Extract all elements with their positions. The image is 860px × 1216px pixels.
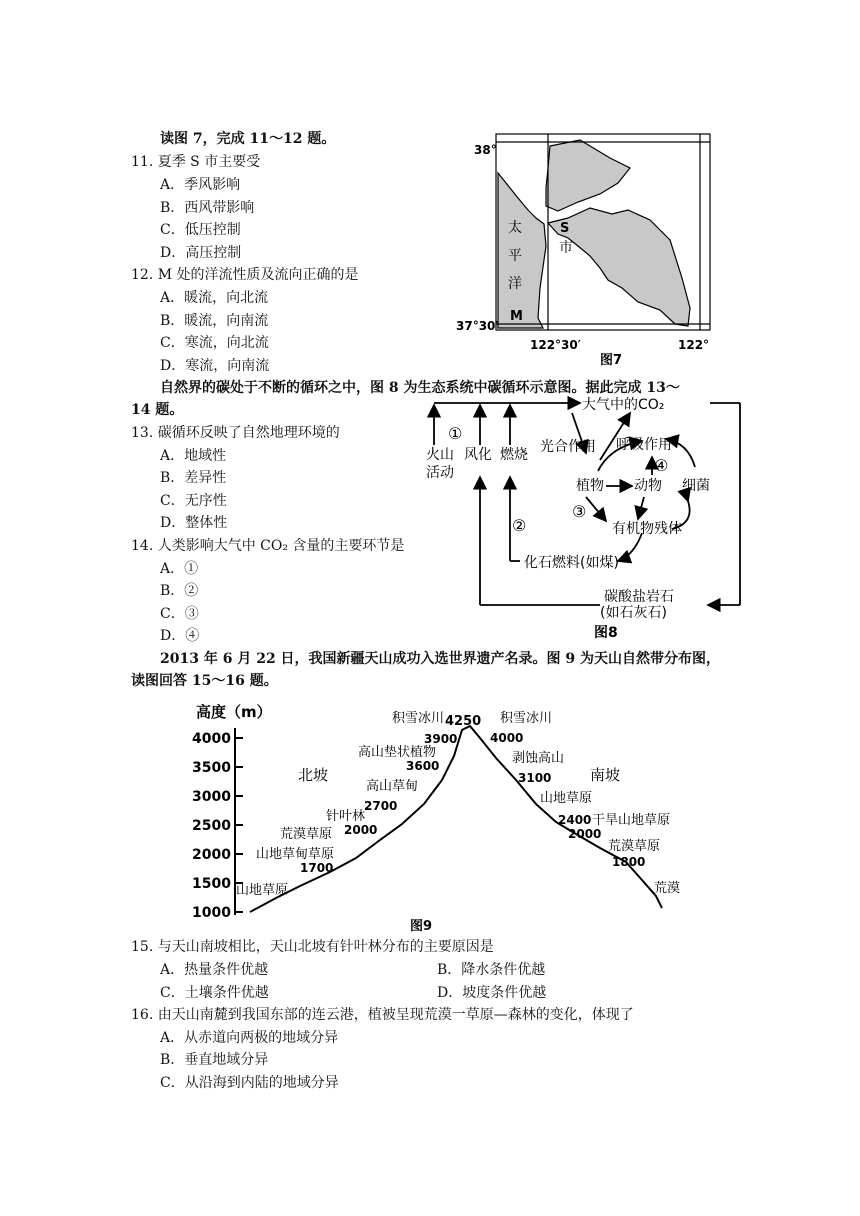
- q13-option-b[interactable]: B．差异性: [160, 470, 227, 486]
- q12-option-a[interactable]: A．暖流，向北流: [160, 290, 269, 306]
- fig9-s-mountain-steppe: 山地草原: [540, 791, 593, 806]
- q11-option-c[interactable]: C．低压控制: [160, 222, 241, 238]
- fig7-lon-left: 122°30′: [530, 338, 581, 352]
- fig9-n-mountain-steppe: 山地草原: [236, 883, 289, 898]
- fig9-ytick-3000: 3000: [192, 789, 231, 805]
- fig7-ocean-char-1: 太: [508, 220, 522, 236]
- q15-option-c[interactable]: C．土壤条件优越: [160, 985, 269, 1001]
- q16-stem: 16. 由天山南麓到我国东部的连云港，植被呈现荒漠一草原—森林的变化，体现了: [131, 1007, 634, 1023]
- fig8-limestone: (如石灰石): [600, 605, 667, 621]
- fig8-plants: 植物: [576, 478, 604, 494]
- q14-stem: 14. 人类影响大气中 CO₂ 含量的主要环节是: [131, 538, 405, 554]
- fig8-marker-1: ①: [448, 424, 463, 443]
- q14-option-b[interactable]: B．②: [160, 583, 199, 599]
- fig9-intro-line1: 2013 年 6 月 22 日，我国新疆天山成功入选世界遗产名录。图 9 为天山自然带分布图，: [160, 651, 721, 667]
- fig8-bacteria: 细菌: [682, 478, 710, 494]
- fig7-city-label: 市: [559, 240, 573, 256]
- fig8-marker-4: ④: [654, 456, 669, 475]
- q11-option-a[interactable]: A．季风影响: [160, 177, 241, 193]
- fig8-weathering: 风化: [464, 447, 492, 463]
- fig9-n-meadow-steppe: 山地草甸草原: [256, 847, 335, 862]
- fig9-n-cushion-plants: 高山垫状植物: [358, 745, 437, 760]
- fig9-n-conifer: 针叶林: [326, 809, 366, 824]
- fig9-ytick-3500: 3500: [192, 760, 231, 776]
- fig9-n-3900: 3900: [424, 732, 458, 746]
- q13-stem: 13. 碳循环反映了自然地理环境的: [131, 425, 340, 441]
- fig8-intro-line2: 14 题。: [131, 402, 184, 418]
- fig9-ytick-2000: 2000: [192, 847, 231, 863]
- fig9-s-desert-steppe: 荒漠草原: [608, 839, 661, 854]
- fig7-point-m: M: [510, 309, 523, 324]
- fig8-marker-3: ③: [572, 502, 587, 521]
- fig9-ytick-4000: 4000: [192, 731, 231, 747]
- fig9-s-2400: 2400: [558, 813, 592, 827]
- fig8-respiration: 呼吸作用: [616, 437, 672, 453]
- fig9-n-1700: 1700: [300, 861, 334, 875]
- q16-option-a[interactable]: A．从赤道向两极的地域分异: [160, 1030, 339, 1046]
- fig7-lon-right: 122°: [678, 338, 710, 352]
- fig9-south-slope: 南坡: [590, 766, 621, 784]
- fig8-volcano-line1: 火山: [426, 447, 454, 463]
- fig8-marker-2: ②: [512, 516, 527, 535]
- fig9-s-1800: 1800: [612, 855, 646, 869]
- q12-stem: 12. M 处的洋流性质及流向正确的是: [131, 267, 359, 283]
- q14-option-a[interactable]: A．①: [160, 561, 199, 577]
- figure-9-tianshan-profile: [180, 700, 700, 935]
- fig7-ocean-char-2: 平: [508, 248, 522, 264]
- q16-option-b[interactable]: B．垂直地域分异: [160, 1052, 269, 1068]
- fig8-intro-line1: 自然界的碳处于不断的循环之中，图 8 为生态系统中碳循环示意图。据此完成 13～: [160, 380, 680, 396]
- q12-option-c[interactable]: C．寒流，向北流: [160, 335, 269, 351]
- fig9-ytick-1500: 1500: [192, 876, 231, 892]
- fig9-s-2000: 2000: [568, 827, 602, 841]
- fig9-north-slope: 北坡: [298, 766, 329, 784]
- q11-option-d[interactable]: D．高压控制: [160, 245, 242, 261]
- q14-option-c[interactable]: C．③: [160, 606, 199, 622]
- fig8-fossil-fuel: 化石燃料(如煤): [524, 555, 619, 571]
- fig9-y-label: 高度（m）: [196, 703, 272, 721]
- fig8-burning: 燃烧: [500, 447, 528, 463]
- figure-7-map: [450, 128, 720, 368]
- fig8-atmosphere-co2: 大气中的CO₂: [582, 397, 665, 413]
- fig9-s-desert: 荒漠: [654, 881, 681, 896]
- fig9-s-4000: 4000: [490, 731, 524, 745]
- q11-option-b[interactable]: B．西风带影响: [160, 200, 255, 216]
- q15-option-d[interactable]: D．坡度条件优越: [437, 985, 547, 1001]
- fig9-n-2700: 2700: [364, 799, 398, 813]
- figure-8-carbon-cycle: [420, 395, 750, 645]
- fig7-ocean-char-3: 洋: [508, 276, 522, 292]
- fig9-n-2000: 2000: [344, 823, 378, 837]
- fig8-animals: 动物: [634, 478, 662, 494]
- fig7-lat-top: 38°: [474, 143, 497, 157]
- q15-option-b[interactable]: B．降水条件优越: [437, 962, 546, 978]
- fig9-s-dry-steppe: 干旱山地草原: [592, 813, 671, 828]
- fig9-south-glacier: 积雪冰川: [500, 711, 553, 726]
- fig7-lat-bottom: 37°30′: [456, 319, 499, 333]
- fig9-ytick-1000: 1000: [192, 905, 231, 921]
- q13-option-a[interactable]: A．地域性: [160, 448, 227, 464]
- fig7-city-s: S: [560, 221, 570, 236]
- fig8-organic-residue: 有机物残体: [612, 521, 682, 537]
- fig9-s-3100: 3100: [518, 771, 552, 785]
- fig7-intro: 读图 7，完成 11～12 题。: [160, 131, 336, 147]
- fig8-caption: 图8: [594, 625, 618, 641]
- q13-option-c[interactable]: C．无序性: [160, 493, 227, 509]
- fig7-caption: 图7: [600, 353, 623, 368]
- fig8-volcano-line2: 活动: [426, 465, 454, 481]
- fig8-carbonate-rock: 碳酸盐岩石: [604, 589, 674, 605]
- q12-option-b[interactable]: B．暖流，向南流: [160, 313, 269, 329]
- fig9-peak-elevation: 4250: [445, 714, 482, 729]
- fig9-north-glacier: 积雪冰川: [392, 711, 445, 726]
- fig9-n-3600: 3600: [406, 759, 440, 773]
- fig9-ytick-2500: 2500: [192, 818, 231, 834]
- fig9-intro-line2: 读图回答 15～16 题。: [131, 673, 278, 689]
- q11-stem: 11. 夏季 S 市主要受: [131, 154, 261, 170]
- fig9-caption: 图9: [410, 919, 433, 934]
- q13-option-d[interactable]: D．整体性: [160, 515, 228, 531]
- fig9-s-eroded-alpine: 剥蚀高山: [512, 751, 565, 766]
- q16-option-c[interactable]: C．从沿海到内陆的地域分异: [160, 1075, 339, 1091]
- fig9-n-desert-steppe: 荒漠草原: [280, 827, 333, 842]
- q14-option-d[interactable]: D．④: [160, 628, 200, 644]
- q15-stem: 15. 与天山南坡相比，天山北坡有针叶林分布的主要原因是: [131, 939, 494, 955]
- q12-option-d[interactable]: D．寒流，向南流: [160, 358, 270, 374]
- fig9-n-alpine-meadow: 高山草甸: [366, 779, 419, 794]
- fig8-photosynthesis: 光合作用: [540, 439, 596, 455]
- q15-option-a[interactable]: A．热量条件优越: [160, 962, 269, 978]
